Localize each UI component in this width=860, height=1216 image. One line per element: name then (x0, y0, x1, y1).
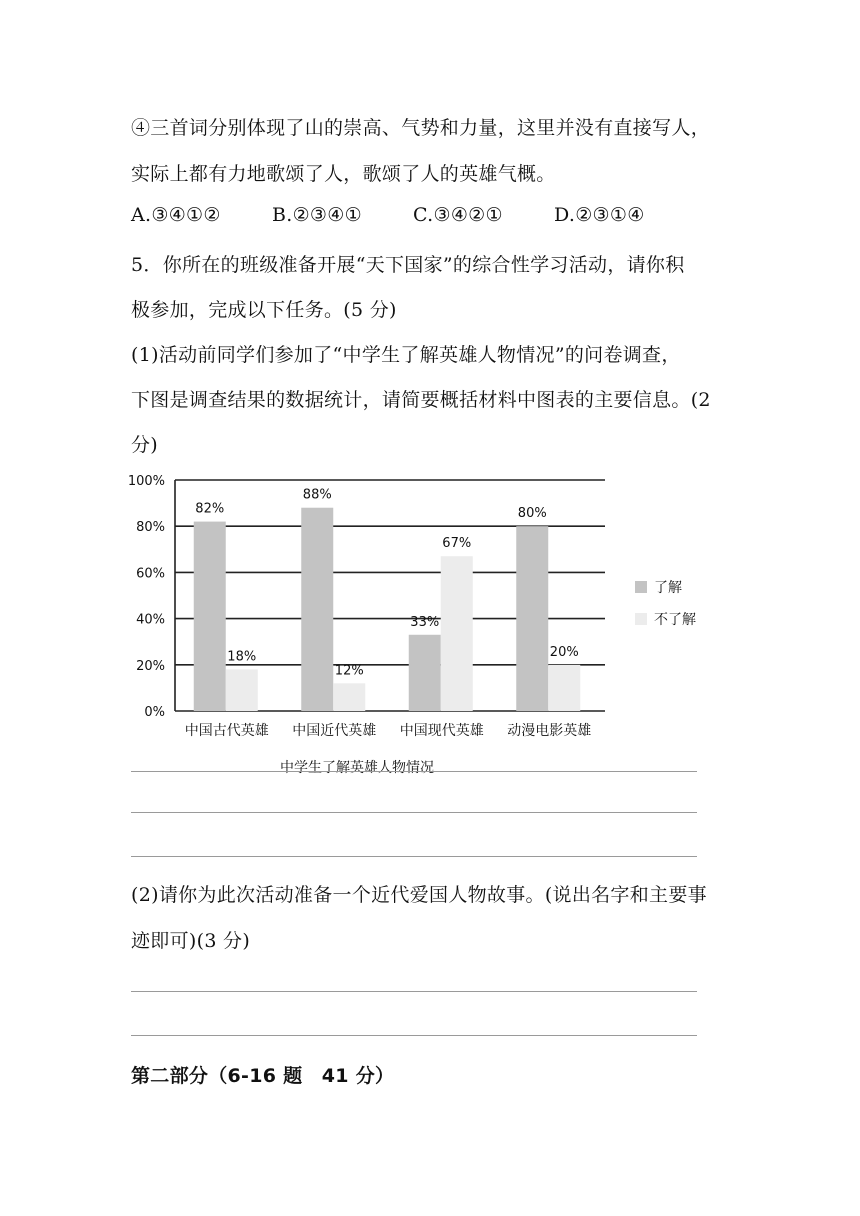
data-label: 20% (549, 644, 579, 660)
bar (409, 635, 441, 711)
answer-line-2 (131, 812, 697, 813)
chart-title: 中学生了解英雄人物情况 (280, 760, 434, 776)
bar (548, 665, 580, 711)
y-tick-label: 20% (136, 658, 165, 674)
section-heading: 第二部分（6-16 题 41 分） (131, 1065, 395, 1087)
x-category-label: 中国近代英雄 (292, 723, 377, 739)
data-label: 80% (517, 506, 547, 522)
bar (301, 508, 333, 711)
bar (441, 556, 473, 711)
bar (516, 526, 548, 711)
question-5: 5．你所在的班级准备开展“天下国家”的综合性学习活动，请你积 (131, 254, 685, 276)
subquestion-1-line2: 下图是调查结果的数据统计，请简要概括材料中图表的主要信息。(2 (131, 389, 711, 411)
data-label: 82% (195, 501, 225, 517)
data-label: 88% (302, 487, 332, 503)
data-label: 33% (410, 614, 440, 630)
answer-options (131, 204, 645, 226)
subquestion-2-continued: 迹即可)(3 分) (131, 930, 251, 952)
chart-legend (635, 580, 696, 628)
bar (333, 683, 365, 711)
y-tick-label: 40% (136, 612, 165, 628)
bar (194, 522, 226, 711)
answer-line-3 (131, 856, 697, 857)
subquestion-2: (2)请你为此次活动准备一个近代爱国人物故事。(说出名字和主要事 (131, 884, 707, 906)
subquestion-1-line3: 分) (131, 434, 159, 456)
answer-line-5 (131, 1035, 697, 1036)
option-c: C.③④②① (413, 204, 503, 226)
legend-swatch (635, 581, 647, 593)
answer-line-1 (131, 771, 697, 772)
data-label: 67% (442, 536, 472, 552)
subquestion-1: (1)活动前同学们参加了“中学生了解英雄人物情况”的问卷调查， (131, 344, 681, 366)
data-label: 18% (227, 649, 257, 665)
x-category-label: 中国古代英雄 (184, 723, 269, 739)
legend-label: 不了解 (654, 612, 696, 628)
bar-chart (120, 468, 720, 780)
y-tick-label: 60% (136, 566, 165, 582)
answer-line-4 (131, 991, 697, 992)
x-category-label: 动漫电影英雄 (507, 723, 592, 739)
question-5-continued: 极参加，完成以下任务。(5 分) (131, 299, 397, 321)
y-tick-label: 100% (127, 474, 165, 489)
statement-4-continued: 实际上都有力地歌颂了人，歌颂了人的英雄气概。 (131, 163, 556, 185)
x-category-label: 中国现代英雄 (399, 723, 484, 739)
chart-y-ticks (128, 474, 165, 720)
y-tick-label: 0% (144, 705, 165, 720)
option-b: B.②③④① (272, 204, 362, 226)
legend-label: 了解 (654, 580, 682, 596)
option-a: A.③④①② (131, 204, 221, 226)
chart-bars (194, 488, 581, 711)
data-label: 12% (334, 663, 364, 679)
legend-swatch (635, 613, 647, 625)
y-tick-label: 80% (136, 520, 165, 536)
statement-4: ④三首词分别体现了山的崇高、气势和力量，这里并没有直接写人， (131, 117, 711, 139)
bar (226, 669, 258, 711)
option-d: D.②③①④ (554, 204, 645, 226)
chart-categories (185, 722, 592, 739)
